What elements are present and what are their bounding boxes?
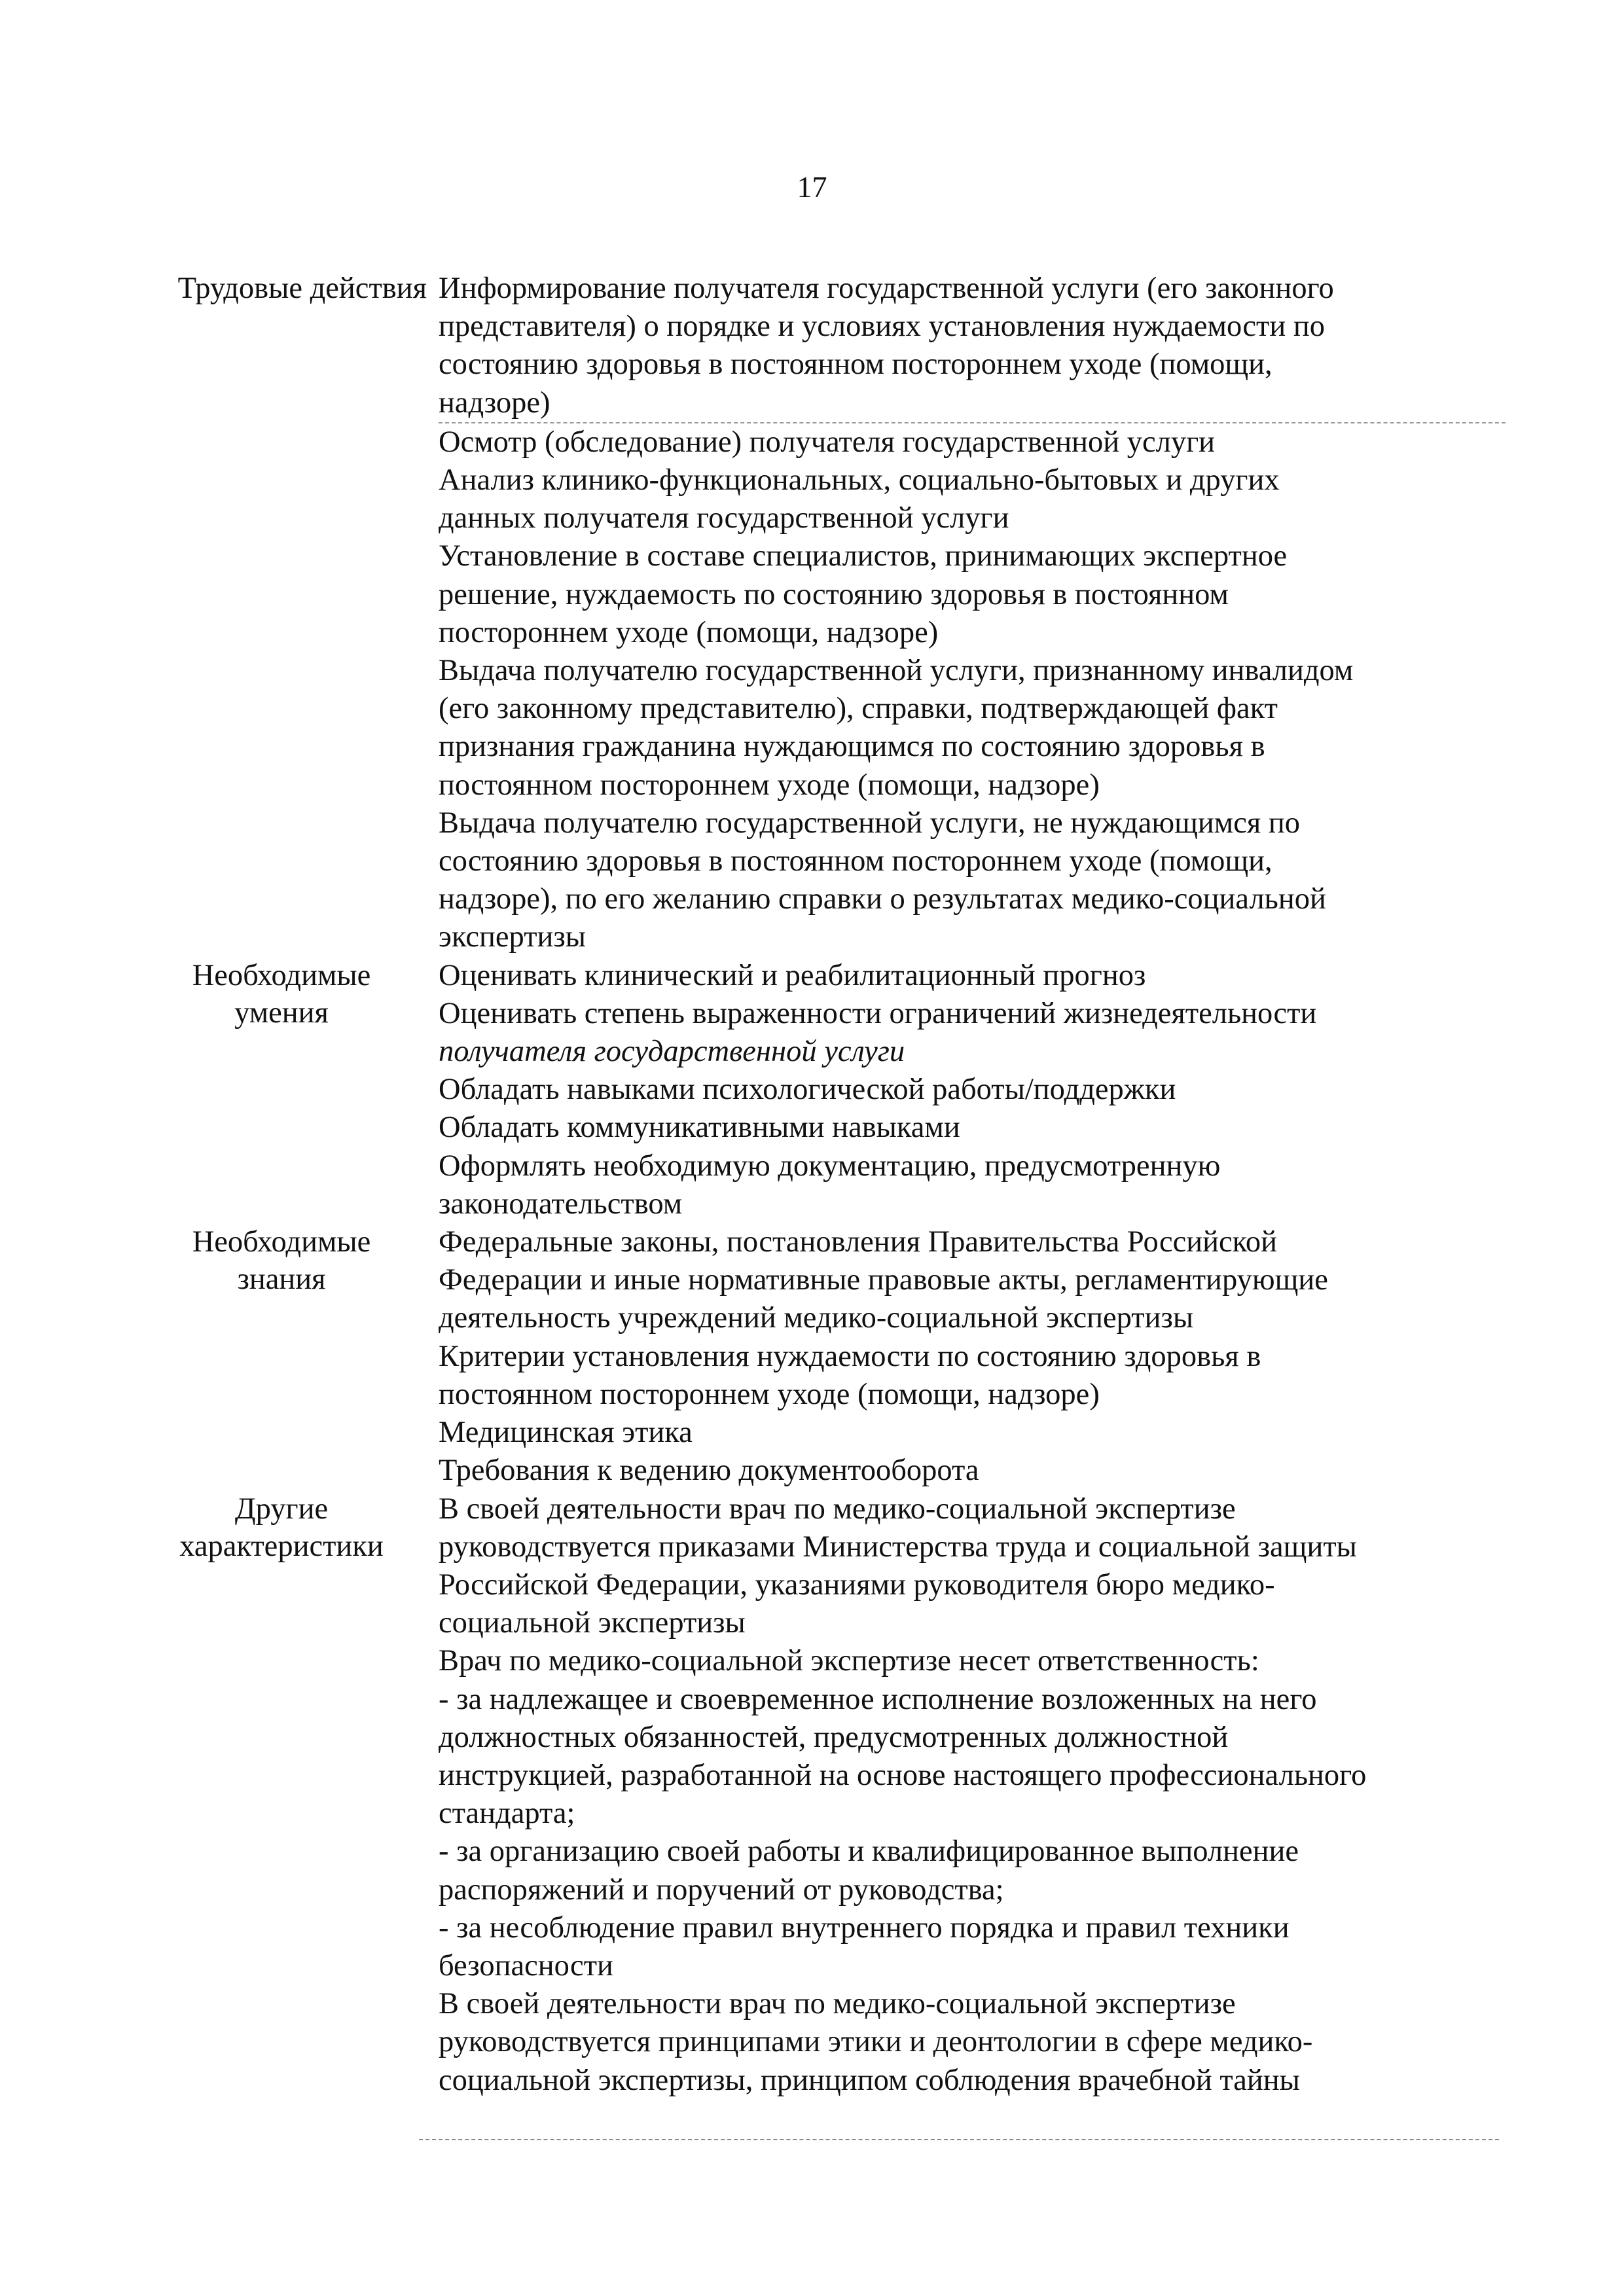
list-item	[439, 1147, 1506, 1223]
section-label-line: характеристики	[179, 1529, 384, 1563]
item-line: постоянном постороннем уходе (помощи, надзоре)	[439, 1377, 1100, 1411]
item-line: Российской Федерации, указаниями руководителя бюро медико-	[439, 1568, 1275, 1602]
list-item	[439, 1033, 1506, 1071]
list-item	[439, 652, 1506, 804]
section-label-line: знания	[237, 1263, 326, 1297]
item-line: Федеральные законы, постановления Правительства Российской	[439, 1225, 1277, 1259]
item-line: представителя) о порядке и условиях установления нуждаемости по	[439, 310, 1325, 344]
item-line: Выдача получателю государственной услуги, признанному инвалидом	[439, 654, 1354, 688]
item-line: стандарта;	[439, 1797, 575, 1831]
list-item	[439, 537, 1506, 652]
list-item	[439, 1338, 1506, 1414]
list-item	[439, 1071, 1506, 1109]
item-line: деятельность учреждений медико-социальной экспертизы	[439, 1301, 1194, 1335]
list-item	[439, 1642, 1506, 1985]
item-line: руководствуется приказами Министерства труда и социальной защиты	[439, 1530, 1357, 1564]
item-line: состоянию здоровья в постоянном постороннем уходе (помощи,	[439, 348, 1272, 382]
item-line: Информирование получателя государственной услуги (его законного	[439, 272, 1334, 305]
item-line: экспертизы	[439, 920, 586, 954]
item-line: В своей деятельности врач по медико-социальной экспертизе	[439, 1987, 1236, 2021]
item-line: Оформлять необходимую документацию, предусмотренную	[439, 1149, 1221, 1183]
item-line: должностных обязанностей, предусмотренных должностной	[439, 1720, 1229, 1754]
section-label	[124, 957, 439, 1223]
section-label-line: Трудовые действия	[177, 272, 427, 305]
section-label	[124, 1490, 439, 2100]
item-line: постороннем уходе (помощи, надзоре)	[439, 615, 939, 649]
section-label-line: Необходимые	[192, 1225, 371, 1259]
item-line: Осмотр (обследование) получателя государственной услуги	[439, 425, 1216, 459]
item-line: - за организацию своей работы и квалифицированное выполнение	[439, 1835, 1299, 1869]
item-line: надзоре), по его желанию справки о результатах медико-социальной	[439, 882, 1326, 916]
section-label-line: Необходимые	[192, 958, 371, 992]
section-label	[124, 1223, 439, 1490]
item-line: распоряжений и поручений от руководства;	[439, 1873, 1004, 1907]
section-required-skills	[124, 957, 1506, 1223]
item-line: В своей деятельности врач по медико-социальной экспертизе	[439, 1492, 1236, 1526]
item-line: постоянном постороннем уходе (помощи, надзоре)	[439, 768, 1100, 802]
section-items	[439, 957, 1506, 1223]
item-line: (его законному представителю), справки, подтверждающей факт	[439, 692, 1278, 726]
list-item	[439, 804, 1506, 957]
item-line: решение, нуждаемость по состоянию здоровья в постоянном	[439, 577, 1229, 611]
item-line: - за надлежащее и своевременное исполнение возложенных на него	[439, 1682, 1317, 1716]
item-line: руководствуется принципами этики и деонтологии в сфере медико-	[439, 2025, 1313, 2059]
item-line: получателя государственной услуги	[439, 1035, 905, 1069]
item-line: инструкцией, разработанной на основе настоящего профессионального	[439, 1758, 1367, 1792]
item-line: законодательством	[439, 1187, 683, 1221]
list-item	[439, 461, 1506, 537]
item-line: социальной экспертизы, принципом соблюдения врачебной тайны	[439, 2063, 1300, 2097]
item-line: Обладать навыками психологической работы/поддержки	[439, 1073, 1176, 1107]
list-item	[439, 1490, 1506, 1643]
section-other-characteristics	[124, 1490, 1506, 2100]
table-bottom-rule	[419, 2139, 1499, 2140]
item-line: социальной экспертизы	[439, 1606, 746, 1640]
list-item	[439, 1109, 1506, 1147]
section-label	[124, 270, 439, 957]
item-line: Оценивать степень выраженности ограничений жизнедеятельности	[439, 996, 1317, 1030]
item-line: состоянию здоровья в постоянном постороннем уходе (помощи,	[439, 844, 1272, 878]
item-line: Обладать коммуникативными навыками	[439, 1111, 960, 1145]
item-line: - за несоблюдение правил внутреннего порядка и правил техники	[439, 1910, 1290, 1945]
item-line: Критерии установления нуждаемости по состоянию здоровья в	[439, 1339, 1261, 1373]
item-line: признания гражданина нуждающимся по состоянию здоровья в	[439, 730, 1265, 764]
item-line: безопасности	[439, 1948, 613, 1982]
section-items	[439, 1223, 1506, 1490]
section-items	[439, 270, 1506, 957]
section-labor-actions	[124, 270, 1506, 957]
list-item	[439, 1223, 1506, 1338]
list-item	[439, 1452, 1506, 1490]
item-line: Выдача получателю государственной услуги, не нуждающимся по	[439, 806, 1300, 840]
item-line: Установление в составе специалистов, принимающих экспертное	[439, 539, 1288, 573]
list-item	[439, 423, 1506, 461]
item-line: Медицинская этика	[439, 1416, 693, 1450]
item-line: надзоре)	[439, 386, 550, 420]
item-line: Федерации и иные нормативные правовые акты, регламентирующие	[439, 1263, 1328, 1297]
list-item	[439, 995, 1506, 1033]
list-item	[439, 1985, 1506, 2100]
item-line: Врач по медико-социальной экспертизе несет ответственность:	[439, 1644, 1259, 1678]
section-label-line: Другие	[234, 1492, 329, 1526]
item-line: Анализ клинико-функциональных, социально-бытовых и других	[439, 463, 1280, 497]
qualification-table	[124, 270, 1506, 2100]
section-items	[439, 1490, 1506, 2100]
section-required-knowledge	[124, 1223, 1506, 1490]
item-line: данных получателя государственной услуги	[439, 501, 1009, 535]
item-line: Оценивать клинический и реабилитационный прогноз	[439, 958, 1146, 992]
section-label-line: умения	[234, 996, 329, 1030]
list-item	[439, 957, 1506, 995]
list-item	[439, 270, 1506, 423]
list-item	[439, 1414, 1506, 1452]
item-line: Требования к ведению документооборота	[439, 1454, 979, 1488]
page-number: 17	[797, 170, 827, 204]
